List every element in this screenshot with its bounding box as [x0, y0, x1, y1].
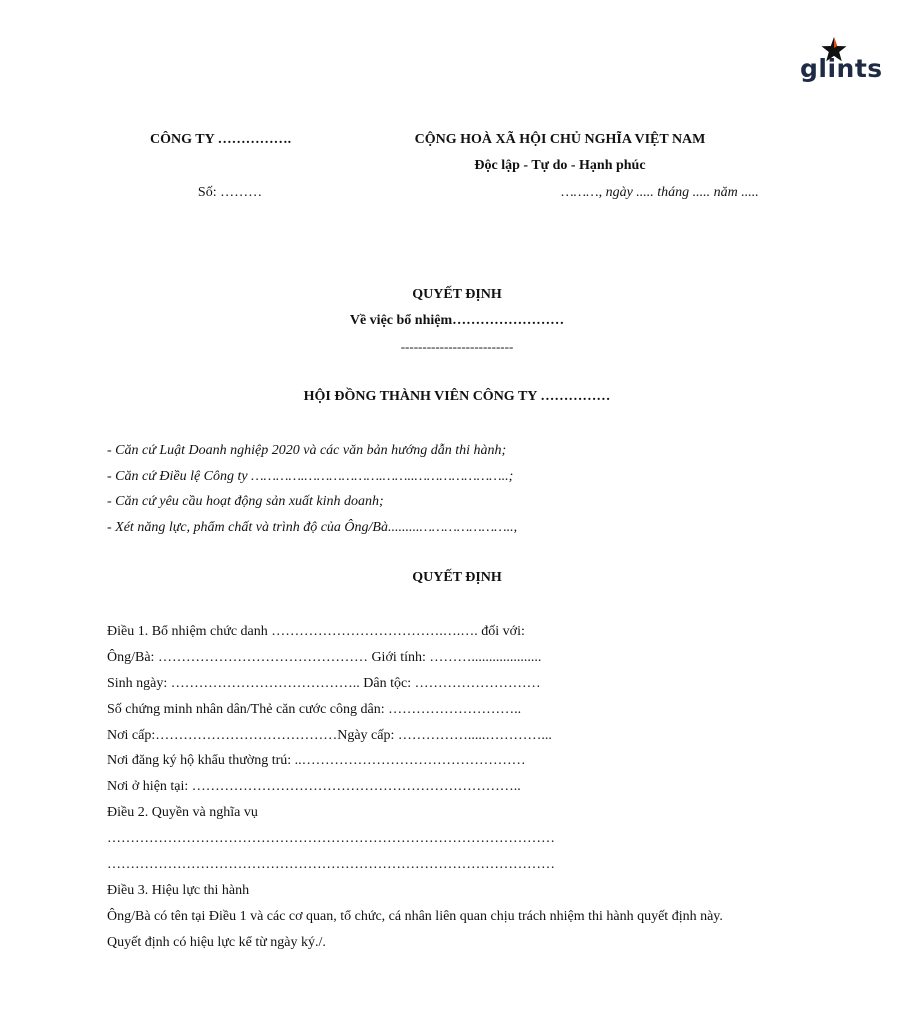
article-2-blank-line: …………………………………………………………………………………… — [107, 831, 555, 847]
field-birth-ethnicity: Sinh ngày: ………………………………….. Dân tộc: ……………………… — [107, 675, 541, 691]
article-3-heading: Điều 3. Hiệu lực thi hành — [107, 882, 250, 898]
article-2-heading: Điều 2. Quyền và nghĩa vụ — [107, 805, 258, 821]
decision-subtitle: Về việc bổ nhiệm…………………… — [349, 313, 565, 328]
document-number: Số: ……… — [197, 185, 263, 200]
glints-logo — [800, 36, 883, 92]
article-1-line: Điều 1. Bổ nhiệm chức danh ……………………………….….…. đối với: — [107, 624, 525, 639]
article-3-effective: Quyết định có hiệu lực kể từ ngày ký./. — [107, 934, 326, 950]
field-name-gender: Ông/Bà: ……………………………………… Giới tính: ……….................... — [107, 649, 542, 665]
national-motto: Độc lập - Tự do - Hạnh phúc — [474, 158, 646, 173]
field-issue-place-date: Nơi cấp:…………………………………Ngày cấp: …………….....…………... — [107, 727, 552, 743]
field-permanent-residence: Nơi đăng ký hộ khẩu thường trú: ..………………………………………… — [107, 753, 526, 769]
document-date: ………, ngày ..... tháng ..... năm ..... — [561, 185, 759, 200]
article-2-blank-line: …………………………………………………………………………………… — [107, 857, 555, 873]
basis-item: - Xét năng lực, phẩm chất và trình độ của Ông/Bà.........………………….., — [107, 519, 518, 535]
decision-body — [107, 621, 723, 958]
council-title: HỘI ĐỒNG THÀNH VIÊN CÔNG TY …………… — [303, 389, 611, 404]
field-current-residence: Nơi ở hiện tại: …………………………………………………………….. — [107, 779, 521, 795]
basis-item: - Căn cứ Điều lệ Công ty ………….……………….……..…………………..; — [107, 468, 514, 484]
article-3-text: Ông/Bà có tên tại Điều 1 và các cơ quan, tổ chức, cá nhân liên quan chịu trách nhiệm thi hành quyết định này. — [107, 908, 723, 924]
basis-item: - Căn cứ yêu cầu hoạt động sản xuất kinh doanh; — [107, 494, 384, 509]
decision-title: QUYẾT ĐỊNH — [412, 287, 502, 302]
decides-title: QUYẾT ĐỊNH — [412, 570, 502, 585]
nation-title: CỘNG HOÀ XÃ HỘI CHỦ NGHĨA VIỆT NAM — [414, 132, 706, 147]
logo-wordmark: glints — [800, 54, 883, 83]
basis-item: - Căn cứ Luật Doanh nghiệp 2020 và các văn bản hướng dẫn thi hành; — [107, 443, 507, 458]
divider-line: -------------------------- — [400, 339, 514, 354]
field-id-number: Số chứng minh nhân dân/Thẻ căn cước công dân: ……………………….. — [107, 701, 522, 717]
company-name: CÔNG TY ……………. — [150, 132, 292, 147]
legal-bases — [107, 440, 517, 542]
